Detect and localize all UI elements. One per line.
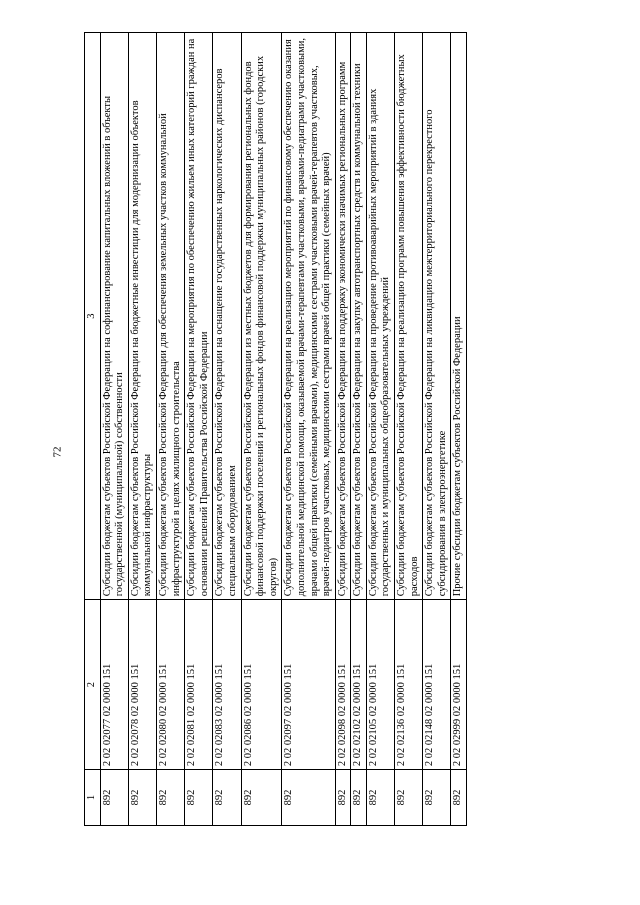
admin-code-cell: 892 [213,770,241,826]
budget-code-cell: 2 02 02078 02 0000 151 [128,600,156,770]
table-row [351,33,367,826]
budget-code-cell: 2 02 02081 02 0000 151 [185,600,213,770]
admin-code-cell: 892 [156,770,184,826]
income-name-cell: Субсидии бюджетам субъектов Российской Федерации на софинансирование капитальных вложений в объекты государственной (муниципальной) собственности [100,33,128,600]
budget-code-cell: 2 02 02148 02 0000 151 [423,600,451,770]
table-row [451,33,467,826]
page-number: 72 [51,446,64,458]
income-name-cell: Субсидии бюджетам субъектов Российской Федерации на проведение противоаварийных мероприятий в зданиях государственных и муниципальных общеобразовательных учреждений [366,33,394,600]
table-row [366,33,394,826]
table-row [335,33,351,826]
budget-code-cell: 2 02 02080 02 0000 151 [156,600,184,770]
income-name-cell: Субсидии бюджетам субъектов Российской Федерации на закупку автотранспортных средств и коммунальной техники [351,33,367,600]
admin-code-cell: 892 [366,770,394,826]
table-row [423,33,451,826]
table-row [213,33,241,826]
admin-code-cell: 892 [335,770,351,826]
income-name-cell: Субсидии бюджетам субъектов Российской Федерации из местных бюджетов для формирования региональных фондов финансовой поддержки поселений и региональных фондов финансовой поддержки муниципальных районов (городских округов) [241,33,282,600]
income-name-cell: Субсидии бюджетам субъектов Российской Федерации на бюджетные инвестиции для модернизации объектов коммунальной инфраструктуры [128,33,156,600]
table-row [128,33,156,826]
table-row [156,33,184,826]
table-body [100,33,466,826]
table-row [282,33,335,826]
admin-code-cell: 892 [423,770,451,826]
income-name-cell: Субсидии бюджетам субъектов Российской Федерации на ликвидацию межтерриториального перекрестного субсидирования в электроэнергетике [423,33,451,600]
income-name-cell: Прочие субсидии бюджетам субъектов Российской Федерации [451,33,467,600]
budget-code-cell: 2 02 02102 02 0000 151 [351,600,367,770]
budget-code-cell: 2 02 02999 02 0000 151 [451,600,467,770]
table-row [241,33,282,826]
header-col-1: 1 [85,770,101,826]
income-name-cell: Субсидии бюджетам субъектов Российской Федерации на поддержку экономически значимых региональных программ [335,33,351,600]
budget-code-cell: 2 02 02086 02 0000 151 [241,600,282,770]
income-name-cell: Субсидии бюджетам субъектов Российской Федерации на мероприятия по обеспечению жильем иных категорий граждан на основании решений Правительства Российской Федерации [185,33,213,600]
income-name-cell: Субсидии бюджетам субъектов Российской Федерации на реализацию мероприятий по финансовому обеспечению оказания дополнительной медицинской помощи, оказываемой врачами-терапевтами участковыми, врачами-педиатрами участковыми, врачами общей практики (семейными врачами), медицинскими сестрами участковыми врачей-терапевтов участковых, врачей-педиатров участковых, медицинскими сестрами врачей общей практики (семейных врачей) [282,33,335,600]
admin-code-cell: 892 [351,770,367,826]
admin-code-cell: 892 [451,770,467,826]
admin-code-cell: 892 [185,770,213,826]
budget-code-cell: 2 02 02077 02 0000 151 [100,600,128,770]
income-name-cell: Субсидии бюджетам субъектов Российской Федерации для обеспечения земельных участков коммунальной инфраструктурой в целях жилищного строительства [156,33,184,600]
table-row [185,33,213,826]
table-header-row [85,33,101,826]
budget-code-cell: 2 02 02083 02 0000 151 [213,600,241,770]
rotated-table-container [84,32,558,826]
income-name-cell: Субсидии бюджетам субъектов Российской Федерации на реализацию программ повышения эффективности бюджетных расходов [395,33,423,600]
table-row [395,33,423,826]
admin-code-cell: 892 [395,770,423,826]
admin-code-cell: 892 [128,770,156,826]
admin-code-cell: 892 [100,770,128,826]
admin-code-cell: 892 [241,770,282,826]
budget-code-cell: 2 02 02098 02 0000 151 [335,600,351,770]
header-col-2: 2 [85,600,101,770]
budget-code-cell: 2 02 02097 02 0000 151 [282,600,335,770]
table-row [100,33,128,826]
header-col-3: 3 [85,33,101,600]
income-name-cell: Субсидии бюджетам субъектов Российской Федерации на оснащение государственных наркологических диспансеров специальным оборудованием [213,33,241,600]
admin-code-cell: 892 [282,770,335,826]
budget-code-cell: 2 02 02105 02 0000 151 [366,600,394,770]
budget-codes-table [84,32,467,826]
budget-code-cell: 2 02 02136 02 0000 151 [395,600,423,770]
